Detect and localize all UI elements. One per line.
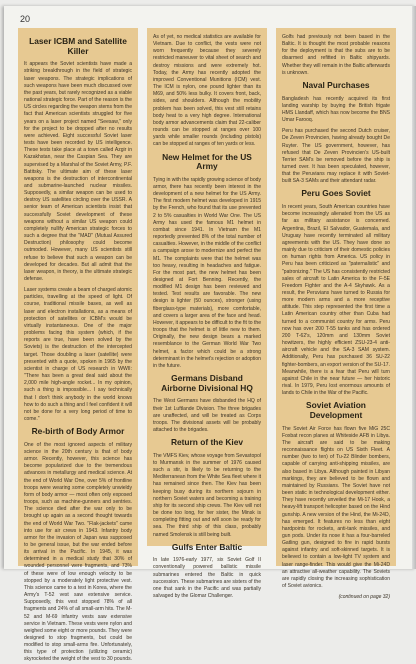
article-title: Gulfs Enter Baltic [171, 541, 243, 552]
article-title: Laser ICBM and Satellite Killer [29, 36, 127, 56]
article-title: Return of the Kiev [170, 437, 244, 448]
article-title: Re-birth of Body Armor [31, 426, 125, 437]
article-paragraph: One of the most ignored aspects of military science in the 20th century is that of body armor. Recently, however, this science has become popularized due to the tremendous advances in metallurgy and medical science. At the end of World War One, over 5% of frontline troops were wearing some completely unwieldy form of body armor — most often only exposed troops, such as machine-gunners and sentries. The science died after the war only to be brought up again as a second thought towards the end of World War Two. "Flak-jackets" came into use for air crews in 1943. Infantry body armor for the invasion of Japan was supposed to be general issue, but the war ended before its arrival in the Pacific. In 1945, it was determined in a medical study that 30% of wounded personnel were fragments, and 73% of these were of low enough velocity to be stopped by a moderately light protective vest. This science came to a test in Korea, where the Army's T-52 vest saw extensive service. Supposedly, this vest stopped 78% of all fragments and 24% of all small-arm hits. The M-52 and M-69 infantry vests saw extensive service in Vietnam. These vests were nylon and weighed some eight or more pounds. They were designed to stop fragments, but could be modified to stop small-arms fire. Unfortunately, this type of protection (utilizing ceramic) skyrocketed the weight of the vest to 30 pounds. [24, 441, 133, 663]
article-paragraph: In recent years, South American countries have become increasingly alienated from the US as far as military assistance is concerned. Argentina, Brazil, El Salvador, Guatemala, and Uruguay have recently terminated all military agreements with the US. They have done so mainly due to criticism of their domestic policies on human rights from America. US policy in Peru has been criticized as "paternalistic" and "patronizing." The US has consistently restricted sales of aircraft to Latin America to the F-5E Freedom Fighter and the A-4 Skyhawk. As a result, the Peruvians have turned to Russia for more modern arms and a more receptive attitude. This step represented the first time a Latin American country other than Cuba had turned to a communist country for arms. Peru now has over 200 T-55 tanks and has ordered 200 T-62's, 120mm and 130mm Soviet howitzers, the highly efficient ZSU-23-4 anti-aircraft vehicle and the SA-3 SAM system. Additionally, Peru has purchased 36 SU-22 fighter-bombers, an export version of the SU-17. Meanwhile, there is a fear that Peru will turn against Chile in the near future — her historic rival. In 1979, Peru lost enormous amounts of lands to Chile in the War of the Pacific. [282, 204, 391, 397]
article-paragraph: Peru has purchased the second Dutch cruiser, De Zeven Provincien, having already bought De Ruyter. The US government, however, has refused that De Zeven Provincien's US-built Terrier SAM's be removed before the ship is turned over. It has been speculated, however, that the Peruvians may replace it with Soviet-built SA-3 SAMs and their attendant radar. [282, 128, 390, 185]
article-paragraph: As of yet, no medical statistics are available for Vietnam. Due to conflict, the vests were not worn frequently because they severely restricted maneuver to vital sheet of search and destroy missions and were extremely hot. Today, the Army has recently adopted the improved Conventional Munitions (ICM) vest. The ICM is nylon, one pound lighter than its M69, and 50% less bulky. It covers front, back, sides, and shoulders. Although the mobility problem has been solved, this vest still retains body heat to a very high degree. International body armor advancements claim that 22-caliber rounds can be stopped at ranges over 100 yards while smaller rounds (including pistols) can be stopped at ranges of ten yards or less. [153, 34, 261, 148]
continued-note: (continued on page 32) [338, 594, 390, 601]
article-paragraph: The VMFS Kiev, whose voyage from Sevastopol to Murmansk in the summer of 1976 caused such a stir, is likely to be returning to the Mediterranean from the White Sea fleet where it has remained since then. The Kiev has been keeping busy during its northern sojourn in northern Soviet waters and becoming a training ship for its second ship crews. The Kiev will not be done too long, for her sister, the Minsk is completing fitting out and will soon be ready for sea. The third ship of this class, probably named Smolensk is still being built. [153, 452, 261, 538]
article-title: Soviet Aviation Development [306, 400, 366, 420]
page-number: 20 [20, 14, 31, 24]
article-title: New Helmet for the US Army [162, 151, 252, 172]
article-paragraph: The Soviet Air Force has flown five MiG 25C Foxbat recon planes at Whiteside AFB in Libya. The aircraft are said to be making reconnaissance flights on US Sixth Fleet. A number (two to ten) of Tu-22 Blinder bombers, capable of carrying anti-shipping missiles, are also based in Libya. Although painted in Libyan markings, they are believed to be flown and maintained by Russians. The Soviet have not been static in technological development either. They have recently unveiled the Mi-17 Hook, a heavy-lift transport helicopter based on the Hind gunship. A new version of the Hind, the Mi-24D, has emerged. It features no less than eight hardpoints for rockets, anti-tank missiles, and gun pods. Under its nose it has a four-barreled Gatling gun, designed to fire in rapid bursts against infantry and soft-skinned targets. It is believed to contain a low-light TV system and laser range-finder. This would give the Mi-24D an attractive all-weather capability. The Soviets are rapidly closing the increasing sophistication of Soviet avionics. [282, 425, 390, 590]
article-paragraph: The West Germans have disbanded the HQ of their 1st Luftlande Division. The three brigades are unaffected, and will be treated as Corps troops. The divisional assets will be probably attached to the brigades. [153, 398, 261, 433]
article-paragraph: Bangladesh has recently acquired its first landing warship by buying the British frigate HMS Llandaff, which has now become the BNS Umar Farooq. [282, 95, 390, 124]
column-middle [147, 28, 267, 600]
article-title: Germans Disband Airborne Divisional HQ [161, 373, 253, 393]
magazine-page [4, 6, 416, 663]
article-paragraph: In late 1976-early 1977, six Soviet Golf II conventionally powered ballistic missile submarines entered the Baltic in quick succession. These submarines are sisters of the one that sank in the Pacific and was partially salvaged by the Glomar Challenger. [153, 557, 261, 600]
column-right [276, 28, 396, 601]
article-paragraph: Tying in with the rapidly growing science of body armor, there has recently been interest in the development of a new helmet for the US Army. The first modern helmet was developed in 1915 by the French, who found that its use prevented 2 to 5% casualties in World War One. The US Army has used the famous M1 helmet in combat since 1941. In Vietnam the M1 reportedly prevented 8% of the total number of casualties. However, in the middle of the conflict a campaign arose to modernize and perfect the M1. The complaints were that the helmet was too heavy, resulting in headaches and fatigue. For the most part, the new helmet has been designed at Fort Benning. Recently, the modified M1 design has been reviewed and tested. Test results are favorable. The new design is lighter (50 ounces), stronger (using fiberglass-type materials), more comfortable, and covers a larger area of the face and head. However, it appears to be difficult to the fit to the troops that the helmet is of little new to them. Originally, the new design bears a marked resemblance to the German World War Two helmet, a factor which could be a strong determinant in the helmet's rejection or adoption in the future. [153, 176, 262, 369]
article-paragraph: Golfs had previously not been based in the Baltic. It is thought the most probable reasons for the deployment is that the subs are to be disarmed and refitted in Baltic shipyards. Whether they will remain in the Baltic afterwards is unknown. [282, 34, 390, 76]
column-left [18, 28, 138, 663]
article-title: Naval Purchases [302, 79, 370, 90]
article-title: Peru Goes Soviet [301, 188, 371, 199]
page-fold-edge [412, 6, 416, 569]
article-paragraph: Laser systems create a beam of charged atomic particles, travelling at the speed of light. Of course, traditional missile bases, as well as laser and electron installations, as a means of protection of satellites or ICBM's would be virtually instantaneous. One of the major problems facing this system (which, if the reports are true, have been solved by the Soviets) is the destruction of the intercepted target. Those doubling a laser (satellite) were presented with a quote, spoken in 1965 by the scientist in charge of US research in WWII: "There has been a great deal said about the 2,000 mile high-angle rocket... In my opinion, such a thing is impossible... I say technically that I don't think anybody in the world knows how to do such a thing and I feel confident it will not be done for a very long period of time to come." [24, 287, 132, 422]
article-paragraph: It appears the Soviet scientists have made a striking breakthrough in the field of strategic laser weapons. The strategic implications of such weapons have been much discussed over the past years, but rarely recognized as a viable national strategic force. Part of the reason is the US circles regarding the weapon stems from the fact that American scientists struggled for five years on a laser project named "Seesaw," only for the project to be dropped after no results were achieved. Eight successful Soviet laser tests have been recorded by US intelligence. These tests take place at a town called Azgir in Kazakhstan, near the Caspian Sea. They are supervised by a Marshal of the Soviet Army, P.F. Batitsky. The ultimate aim of these laser weapons is the destruction of intercontinental and submarine-launched nuclear missiles. Supposedly, a similar weapon can be used to destroy US satellites circling over the USSR. A senior team of American scientists insist that successfully Soviet development of these weapons without a similar US weapon could completely nullify American strategic forces to such a degree that the "MAD" (Mutual Assured Destruction) philosophy could become outmoded. However, many US scientists still refuse to believe that such a weapon can be developed for decades. But all admit that the laser weapon, in theory, is the ultimate strategic defense. [24, 61, 132, 282]
